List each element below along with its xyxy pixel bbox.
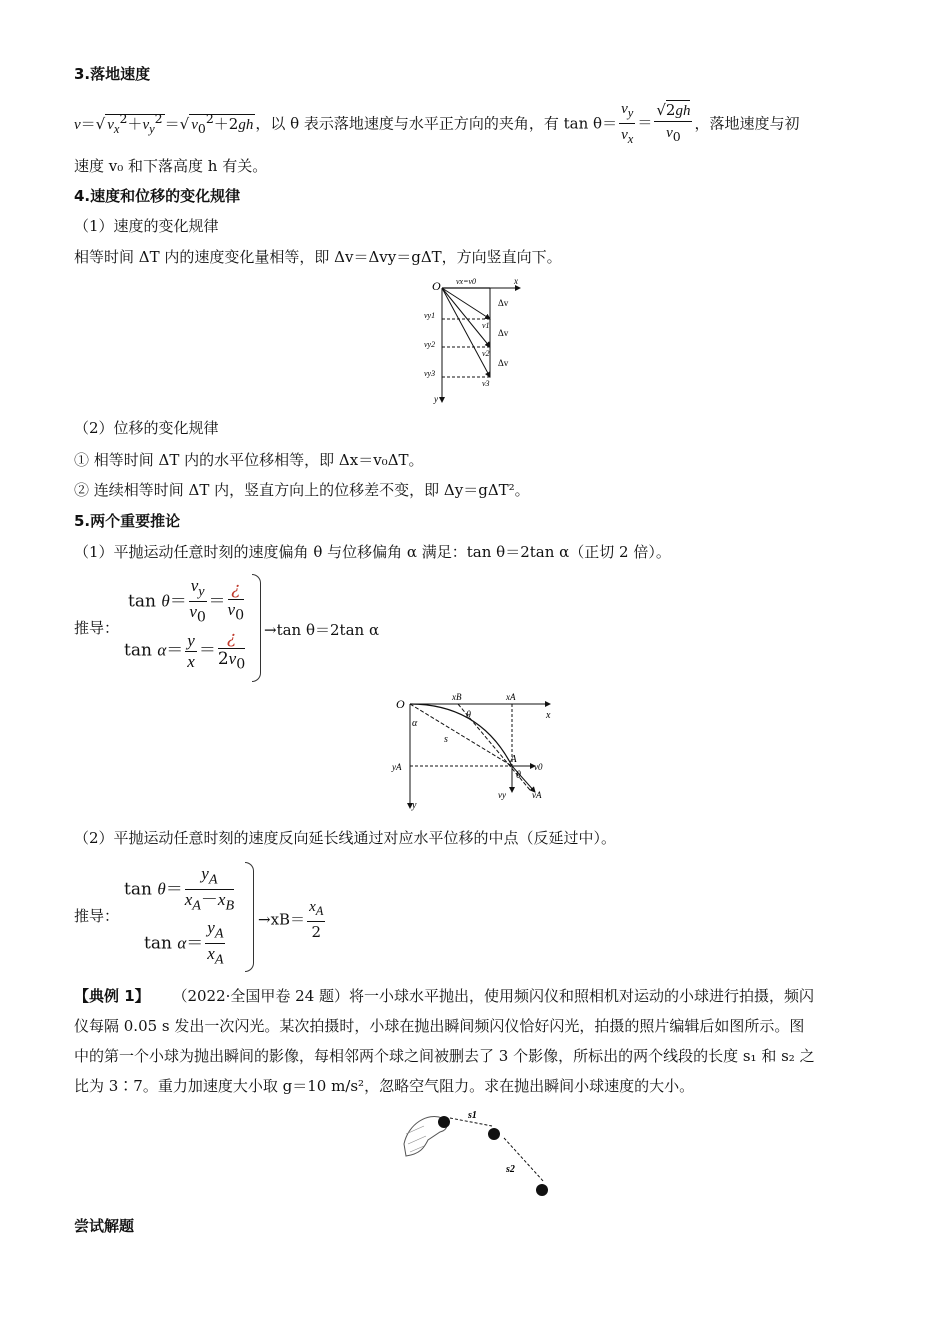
fig2-v0: v0 (534, 762, 543, 772)
example-line1-text: 将一小球水平抛出，使用频闪仪和照相机对运动的小球进行拍摄，频闪 (349, 987, 815, 1005)
derivation-2-eq2: tan α＝ $\frac{y_A}{x_A}$ (144, 918, 224, 968)
fig3-s2: s2 (506, 1164, 515, 1175)
fig1-v3: v3 (482, 379, 490, 388)
derivation-1-eq1: tan θ＝ $\frac{v_y}{v_0}$ ＝ $\frac{¿}{v_0}$ (128, 576, 245, 626)
velocity-change-diagram (420, 274, 530, 404)
example-source: （2022·全国甲卷 24 题） (172, 987, 350, 1005)
fig1-y-label: y (434, 394, 438, 404)
fig1-vy2: vy2 (424, 340, 436, 349)
velocity-rule-text: 相等时间 ΔT 内的速度变化量相等，即 Δv＝Δvy＝gΔT，方向竖直向下。 (74, 248, 562, 266)
try-solve-heading: 尝试解题 (74, 1217, 135, 1235)
corollary-2-text: （2）平抛运动任意时刻的速度反向延长线通过对应水平位移的中点（反延过中）。 (74, 829, 617, 847)
angle-relation-diagram (390, 690, 560, 812)
derivation-label-2: 推导： (74, 907, 120, 925)
example-1-line4: 比为 3∶7。重力加速度大小取 g＝10 m/s²，忽略空气阻力。求在抛出瞬间小球速度的大小。 (74, 1077, 695, 1095)
example-1-line3: 中的第一个小球为抛出瞬间的影像，每相邻两个球之间被删去了 3 个影像，所标出的两个线段的长度 s₁ 和 s₂ 之 (74, 1047, 815, 1065)
fig2-theta-bottom: θ (516, 770, 521, 781)
derivation-1-result: →tan θ＝2tan α (264, 621, 380, 639)
velocity-rule-subheading: （1）速度的变化规律 (74, 217, 219, 235)
fig1-dv2: Δv (498, 328, 509, 338)
fig2-theta-top: θ (466, 710, 471, 721)
derivation-1-brace (252, 574, 261, 682)
fig1-v1: v1 (482, 321, 490, 330)
fig2-xa: xA (506, 692, 516, 702)
displacement-rule-item2: ② 连续相等时间 ΔT 内，竖直方向上的位移差不变，即 Δy＝gΔT²。 (74, 481, 530, 499)
derivation-2-brace (245, 862, 254, 972)
corollary-1-text: （1）平抛运动任意时刻的速度偏角 θ 与位移偏角 α 满足：tan θ＝2tan α（正切 2 倍）。 (74, 543, 671, 561)
section-3-heading: 3.落地速度 (74, 65, 151, 83)
fig1-dv1: Δv (498, 298, 509, 308)
derivation-1-eq2: tan α＝ $\frac{y}{x}$ ＝ $\frac{¿}{2v_0}$ (124, 628, 246, 673)
landing-speed-suffix: ，落地速度与初 (694, 114, 800, 133)
fig2-alpha: α (412, 718, 418, 729)
derivation-2-result: →xB＝ $\frac{x_A}{2}$ (258, 896, 327, 942)
displacement-rule-item1: ① 相等时间 ΔT 内的水平位移相等，即 Δx＝v₀ΔT。 (74, 451, 424, 469)
fig2-s: s (444, 734, 448, 745)
section-5-heading: 5.两个重要推论 (74, 512, 181, 530)
fig2-xb: xB (452, 692, 462, 702)
example-1-line1 (74, 986, 814, 1006)
fig1-x-label: x (514, 276, 518, 286)
example-1-line2: 仪每隔 0.05 s 发出一次闪光。某次拍摄时，小球在抛出瞬间频闪仪恰好闪光，拍摄的照片编辑后如图所示。图 (74, 1017, 805, 1035)
landing-speed-text: ，以 θ 表示落地速度与水平正方向的夹角，有 tan θ＝ (255, 114, 618, 133)
formula-landing-speed: v＝√ $v_x^2+v_y^2$ ＝√ $v_0^2+2gh$ ，以 θ 表示落地速度与水平正方向的夹角，有 tan θ＝ $\frac{v_y}{v_x}$ ＝ $\frac{√2gh}{v_0}$ ，落地速度与初 (74, 98, 799, 142)
derivation-2-eq1: tan θ＝ $\frac{y_A}{x_A-x_B}$ (124, 864, 235, 914)
fig2-ya: yA (392, 762, 402, 772)
example-tag: 【典例 1】 (74, 987, 150, 1005)
fig1-vy1: vy1 (424, 311, 436, 320)
fig2-va: vA (532, 790, 542, 800)
fig3-s1: s1 (468, 1110, 477, 1121)
fig2-vy: vy (498, 790, 506, 800)
fig2-a: A (510, 753, 517, 765)
landing-speed-line2: 速度 v₀ 和下落高度 h 有关。 (74, 157, 268, 175)
fig2-y: y (412, 800, 417, 811)
fig1-origin-label: O (432, 279, 441, 293)
fig2-origin: O (396, 697, 405, 711)
fig1-v2: v2 (482, 349, 490, 358)
section-4-heading: 4.速度和位移的变化规律 (74, 187, 241, 205)
fig2-x: x (546, 710, 551, 721)
stroboscopic-photo-diagram (398, 1104, 558, 1200)
derivation-label-1: 推导： (74, 619, 120, 637)
fig1-vy3: vy3 (424, 369, 436, 378)
fig1-dv3: Δv (498, 358, 509, 368)
fig1-vx-label: vx=v0 (456, 277, 477, 286)
displacement-rule-subheading: （2）位移的变化规律 (74, 419, 219, 437)
